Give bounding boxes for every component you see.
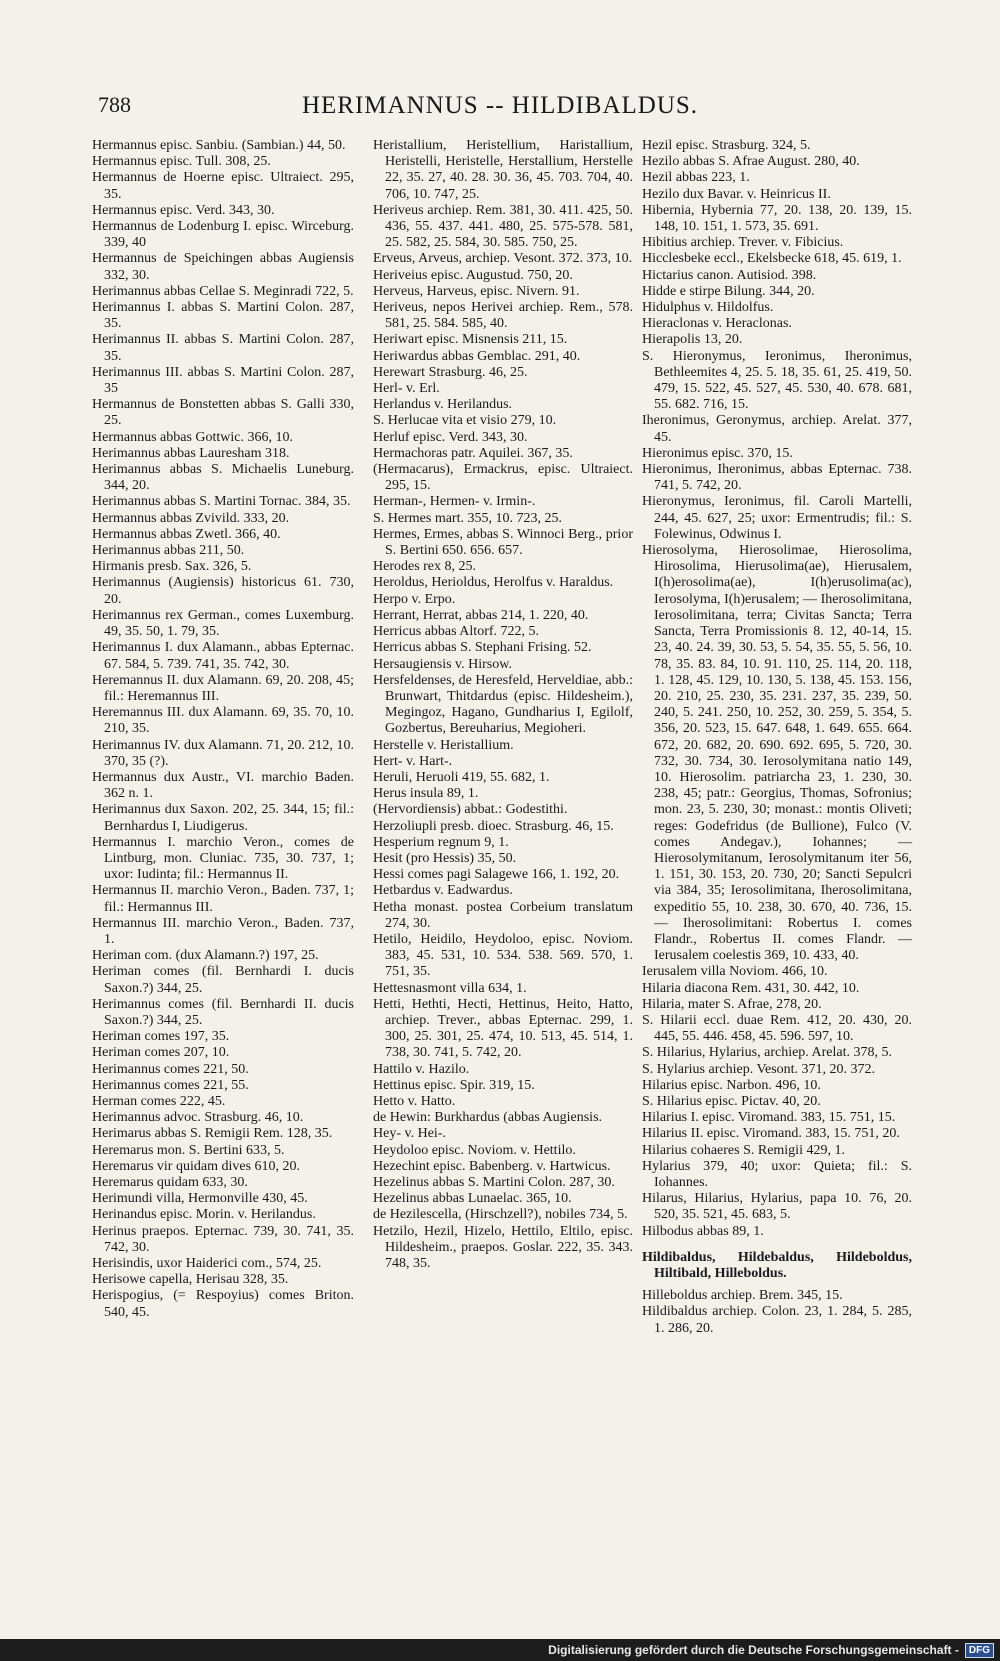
- index-entry: Herewart Strasburg. 46, 25.: [373, 364, 528, 380]
- index-entry: Herimannus II. abbas S. Martini Colon. 287, 35.: [92, 332, 354, 364]
- footer-text: Digitalisierung gefördert durch die Deutsche Forschungsgemeinschaft -: [548, 1643, 959, 1657]
- index-entry: Hermes, Ermes, abbas S. Winnoci Berg., prior S. Bertini 650. 656. 657.: [373, 526, 633, 559]
- index-entry: Herimundi villa, Hermonville 430, 45.: [92, 1191, 308, 1207]
- index-entry: S. Hermes mart. 355, 10. 723, 25.: [373, 510, 562, 526]
- index-entry: de Hezilescella, (Hirschzell?), nobiles 734, 5.: [373, 1207, 628, 1223]
- index-entry: Herinandus episc. Morin. v. Herilandus.: [92, 1207, 316, 1223]
- index-entry: Hesperium regnum 9, 1.: [373, 834, 509, 850]
- index-entry: Hermannus abbas Gottwic. 366, 10.: [92, 429, 294, 445]
- index-entry: Hilarus, Hilarius, Hylarius, papa 10. 76, 20. 520, 35. 521, 45. 683, 5.: [642, 1191, 912, 1223]
- index-entry: Hert- v. Hart-.: [373, 753, 453, 769]
- digitization-footer: [0, 1639, 1000, 1661]
- index-entry: Hezil abbas 223, 1.: [642, 170, 750, 186]
- index-entry: Hezelinus abbas Lunaelac. 365, 10.: [373, 1191, 572, 1207]
- index-entry: Erveus, Arveus, archiep. Vesont. 372. 373, 10.: [373, 251, 633, 267]
- index-entry: Iheronimus, Geronymus, archiep. Arelat. 377, 45.: [642, 413, 912, 445]
- index-entry: Hermannus de Hoerne episc. Ultraiect. 295, 35.: [92, 170, 354, 202]
- index-entry: Hezilo dux Bavar. v. Heinricus II.: [642, 186, 831, 202]
- index-entry: Heremannus II. dux Alamann. 69, 20. 208, 45; fil.: Heremannus III.: [92, 672, 354, 704]
- index-entry: Hieronymus, Ieronimus, fil. Caroli Martelli, 244, 45. 627, 25; uxor: Ermentrudis; fil.: S. Folewinus, Odwinus I.: [642, 494, 912, 542]
- index-entry: Heriveus archiep. Rem. 381, 30. 411. 425, 50. 436, 55. 437. 441. 480, 25. 575-578. 581, 25. 582, 25. 584, 30. 585. 750, 25.: [373, 202, 633, 251]
- index-entry: Heriman comes (fil. Bernhardi I. ducis Saxon.?) 344, 25.: [92, 964, 354, 996]
- index-entry: Herimannus IV. dux Alamann. 71, 20. 212, 10. 370, 35 (?).: [92, 737, 354, 769]
- index-entry: Heydoloo episc. Noviom. v. Hettilo.: [373, 1142, 576, 1158]
- index-entry: Herstelle v. Heristallium.: [373, 737, 514, 753]
- index-entry: Heremannus III. dux Alamann. 69, 35. 70, 10. 210, 35.: [92, 705, 354, 737]
- index-entry: S. Hilarius, Hylarius, archiep. Arelat. 378, 5.: [642, 1045, 893, 1061]
- index-entry: Heriman comes 197, 35.: [92, 1029, 230, 1045]
- index-entry: Hilleboldus archiep. Brem. 345, 15.: [642, 1288, 843, 1304]
- index-entry: Herveus, Harveus, episc. Nivern. 91.: [373, 283, 580, 299]
- index-entry: Hieronimus, Iheronimus, abbas Epternac. 738. 741, 5. 742, 20.: [642, 462, 912, 494]
- index-entry: Herimannus advoc. Strasburg. 46, 10.: [92, 1110, 304, 1126]
- index-entry: Hessi comes pagi Salagewe 166, 1. 192, 20.: [373, 867, 620, 883]
- index-entry: Hilaria, mater S. Afrae, 278, 20.: [642, 996, 822, 1012]
- index-entry: Heristallium, Heristellium, Haristallium, Heristelli, Heristelle, Herstallium, Herstelle 22, 35. 27, 40. 28. 30. 36, 45. 703. 704, 40. 706, 10. 747, 25.: [373, 138, 633, 202]
- index-entry: Hilaria diacona Rem. 431, 30. 442, 10.: [642, 980, 860, 996]
- index-entry: Hildibaldus archiep. Colon. 23, 1. 284, 5. 285, 1. 286, 20.: [642, 1304, 912, 1336]
- index-entry: Hermannus dux Austr., VI. marchio Baden. 362 n. 1.: [92, 769, 354, 802]
- index-entry: Hictarius canon. Autisiod. 398.: [642, 267, 817, 283]
- index-entry: Hylarius 379, 40; uxor: Quieta; fil.: S. Iohannes.: [642, 1158, 912, 1190]
- index-entry: Heremarus quidam 633, 30.: [92, 1175, 248, 1190]
- index-entry: Hetbardus v. Eadwardus.: [373, 883, 513, 899]
- index-entry: Hidulphus v. Hildolfus.: [642, 300, 774, 316]
- index-entry: Herrant, Herrat, abbas 214, 1. 220, 40.: [373, 607, 589, 623]
- index-entry: Herimannus III. abbas S. Martini Colon. 287, 35: [92, 364, 354, 397]
- index-entry: Herricus abbas Altorf. 722, 5.: [373, 624, 540, 640]
- index-entry: Hezil episc. Strasburg. 324, 5.: [642, 138, 811, 153]
- index-entry: Herimannus abbas S. Martini Tornac. 384, 35.: [92, 494, 351, 510]
- index-entry: Heroldus, Herioldus, Herolfus v. Haraldus.: [373, 575, 614, 591]
- index-entry: Herlandus v. Herilandus.: [373, 397, 513, 413]
- index-entry: Hermannus episc. Tull. 308, 25.: [92, 154, 271, 170]
- dfg-logo: DFG: [965, 1643, 994, 1658]
- index-entry: Hicclesbeke eccl., Ekelsbecke 618, 45. 619, 1.: [642, 251, 902, 267]
- index-entry: Hierosolyma, Hierosolimae, Hierosolima, Hirosolima, Hierusolima(ae), Hierusalem, I(h)erosolima(ae), I(h)erusolima(ac), Ierosolyma, I(h)erusalem; — Iherosolimitana, Ierosolimitana, terra; Civitas Sancta; Terra Sancta, Terra Promissionis 8. 12, 40-14, 15. 23, 40. 24. 39, 30. 53, 5. 54, 35. 55, 5. 56, 10. 78, 35. 83. 84, 10. 91. 110, 25. 114, 20. 118, 1. 128, 45. 129, 10. 130, 5. 138, 45. 153. 156, 20. 210, 25. 230, 35. 231. 237, 35. 239, 50. 240, 5. 241. 250, 10. 252, 30. 259, 5. 354, 5. 356, 20. 523, 15. 647. 648, 1. 649. 655. 664. 672, 20. 682, 20. 690. 692. 695, 5. 720, 30. 732, 30. 734, 30. Ierosolymitana natio 149, 10. Hierosolim. patriarcha 23, 1. 230, 30. 238, 45; patr.: Georgius, Thomas, Sofronius; mon. 23, 5. 230, 30; monast.: montis Oliveti; reges: Godefridus (de Bullione), Fulco (V. comes Andegav.), Iohannes; — Hierosolymitanum, Ierosolymitanum iter 56, 1. 151, 30. 153, 20. 730, 20; Sancti Sepulcri via 384, 35; Ierosolimitana, Iherosolimitana, expeditio 55, 10. 238, 30. 670, 40. 736, 15. — Iherosolimitani: Robertus I. comes Flandr., Robertus II. comes Flandr. — Ierusalem coelestis 369, 10. 433, 40.: [642, 543, 912, 964]
- index-entry: Herimannus dux Saxon. 202, 25. 344, 15; fil.: Bernhardus I, Liudigerus.: [92, 802, 354, 834]
- index-entry: Hermannus de Lodenburg I. episc. Wirceburg. 339, 40: [92, 219, 354, 251]
- page-number: 788: [98, 92, 131, 117]
- index-entry: Herisowe capella, Herisau 328, 35.: [92, 1272, 289, 1288]
- index-entry: Herimannus abbas 211, 50.: [92, 543, 245, 559]
- index-entry: S. Hylarius archiep. Vesont. 371, 20. 372.: [642, 1061, 876, 1077]
- index-entry: Herimannus comes 221, 55.: [92, 1077, 249, 1093]
- index-entry: Hermannus de Speichingen abbas Augiensis 332, 30.: [92, 251, 354, 283]
- index-entry: Hilarius cohaeres S. Remigii 429, 1.: [642, 1142, 845, 1158]
- index-entry: Herluf episc. Verd. 343, 30.: [373, 429, 528, 445]
- index-entry: Herzoliupli presb. dioec. Strasburg. 46, 15.: [373, 818, 614, 834]
- index-entry: Herimarus abbas S. Remigii Rem. 128, 35.: [92, 1126, 333, 1142]
- index-entry: Heremarus vir quidam dives 610, 20.: [92, 1158, 301, 1174]
- index-entry: Hetilo, Heidilo, Heydoloo, episc. Noviom. 383, 45. 531, 10. 534. 538. 569. 570, 1. 751, 35.: [373, 931, 633, 980]
- index-entry: Herimannus I. abbas S. Martini Colon. 287, 35.: [92, 300, 354, 332]
- index-entry: Hetti, Hethti, Hecti, Hettinus, Heito, Hatto, archiep. Trever., abbas Epternac. 299, 1. 300, 25. 301, 25. 474, 10. 513, 45. 514, 1. 738, 30. 741, 5. 742, 20.: [373, 996, 633, 1061]
- index-entry: Herman-, Hermen- v. Irmin-.: [373, 494, 536, 510]
- index-entry: Hibitius archiep. Trever. v. Fibicius.: [642, 235, 844, 251]
- index-entry: Hersfeldenses, de Heresfeld, Herveldiae, abb.: Brunwart, Thitdardus (episc. Hildesheim.), Megingoz, Hagano, Gundharius I, Egilolf, Gozbertus, Bereuharius, Megioheri.: [373, 672, 633, 737]
- index-entry: Herisindis, uxor Haiderici com., 574, 25.: [92, 1256, 322, 1272]
- index-entry: S. Hilarii eccl. duae Rem. 412, 20. 430, 20. 445, 55. 446. 458, 45. 596. 597, 10.: [642, 1012, 912, 1045]
- index-column-2: [373, 138, 633, 1272]
- index-entry: (Hermacarus), Ermackrus, episc. Ultraiect. 295, 15.: [373, 462, 633, 494]
- index-entry: Hilbodus abbas 89, 1.: [642, 1223, 764, 1239]
- index-entry: Heriveius episc. Augustud. 750, 20.: [373, 267, 573, 283]
- running-head: HERIMANNUS -- HILDIBALDUS.: [301, 92, 699, 119]
- index-entry: Hezilo abbas S. Afrae August. 280, 40.: [642, 154, 860, 170]
- index-entry: Hidde e stirpe Bilung. 344, 20.: [642, 283, 815, 299]
- index-entry: Hermannus III. marchio Veron., Baden. 737, 1.: [92, 915, 354, 947]
- index-entry: Heriman comes 207, 10.: [92, 1045, 230, 1061]
- index-entry: S. Herlucae vita et visio 279, 10.: [373, 413, 557, 429]
- index-entry: Herimannus comes (fil. Bernhardi II. ducis Saxon.?) 344, 25.: [92, 996, 354, 1028]
- index-column-3: [642, 138, 912, 1337]
- section-heading: Hildibaldus, Hildebaldus, Hildeboldus, Hiltibald, Hilleboldus.: [642, 1249, 912, 1282]
- index-entry: Heriwardus abbas Gemblac. 291, 40.: [373, 348, 581, 364]
- index-entry: Hierapolis 13, 20.: [642, 332, 743, 348]
- index-entry: Hermannus abbas Zvivild. 333, 20.: [92, 510, 290, 526]
- index-entry: Hermachoras patr. Aquilei. 367, 35.: [373, 445, 573, 461]
- index-entry: Hermannus de Bonstetten abbas S. Galli 330, 25.: [92, 397, 354, 429]
- index-entry: Ierusalem villa Noviom. 466, 10.: [642, 964, 828, 980]
- index-entry: Hermannus II. marchio Veron., Baden. 737, 1; fil.: Hermannus III.: [92, 883, 354, 915]
- index-entry: Heriveus, nepos Herivei archiep. Rem., 578. 581, 25. 584. 585, 40.: [373, 300, 633, 332]
- index-entry: Herimannus comes 221, 50.: [92, 1061, 249, 1077]
- index-entry: Hetha monast. postea Corbeium translatum 274, 30.: [373, 899, 633, 931]
- index-entry: Hermannus I. marchio Veron., comes de Lintburg, mon. Cluniac. 735, 30. 737, 1; uxor: Iudinta; fil.: Hermannus II.: [92, 834, 354, 883]
- index-entry: Hilarius episc. Narbon. 496, 10.: [642, 1077, 821, 1093]
- index-entry: Herinus praepos. Epternac. 739, 30. 741, 35. 742, 30.: [92, 1223, 354, 1255]
- index-entry: Herpo v. Erpo.: [373, 591, 456, 607]
- index-entry: Hibernia, Hybernia 77, 20. 138, 20. 139, 15. 148, 10. 151, 1. 573, 35. 691.: [642, 202, 912, 235]
- index-entry: Herman comes 222, 45.: [92, 1093, 226, 1109]
- index-entry: Hermannus episc. Verd. 343, 30.: [92, 202, 275, 218]
- index-entry: Heruli, Heruoli 419, 55. 682, 1.: [373, 769, 550, 785]
- index-entry: Hersaugiensis v. Hirsow.: [373, 656, 512, 672]
- index-entry: Hesit (pro Hessis) 35, 50.: [373, 850, 517, 866]
- index-entry: Hilarius II. episc. Viromand. 383, 15. 751, 20.: [642, 1126, 900, 1142]
- index-entry: Herimannus abbas Cellae S. Meginradi 722, 5.: [92, 283, 354, 299]
- index-entry: Hattilo v. Hazilo.: [373, 1061, 470, 1077]
- index-entry: Herodes rex 8, 25.: [373, 559, 477, 575]
- index-entry: Herimannus abbas Lauresham 318.: [92, 445, 290, 461]
- index-entry: Herricus abbas S. Stephani Frising. 52.: [373, 640, 592, 656]
- index-entry: Hieraclonas v. Heraclonas.: [642, 316, 792, 332]
- index-entry: Hetzilo, Hezil, Hizelo, Hettilo, Eltilo, episc. Hildesheim., praepos. Goslar. 222, 35. 343. 748, 35.: [373, 1223, 633, 1272]
- index-entry: Heriman com. (dux Alamann.?) 197, 25.: [92, 948, 319, 964]
- index-entry: (Hervordiensis) abbat.: Godestithi.: [373, 802, 568, 818]
- index-entry: Herl- v. Erl.: [373, 381, 440, 397]
- index-entry: Hermannus episc. Sanbiu. (Sambian.) 44, 50.: [92, 138, 346, 153]
- index-entry: Hermannus abbas Zwetl. 366, 40.: [92, 526, 281, 542]
- index-entry: S. Hieronymus, Ieronimus, Iheronimus, Bethleemites 4, 25. 5. 18, 35. 61, 25. 419, 50. 479, 15. 522, 45. 527, 45. 530, 40. 678. 681, 55. 682. 716, 15.: [642, 348, 912, 413]
- index-entry: Hezechint episc. Babenberg. v. Hartwicus.: [373, 1158, 611, 1174]
- index-entry: Hetto v. Hatto.: [373, 1093, 456, 1109]
- index-entry: Hirmanis presb. Sax. 326, 5.: [92, 559, 252, 575]
- index-entry: Heremarus mon. S. Bertini 633, 5.: [92, 1142, 285, 1158]
- index-entry: Hilarius I. episc. Viromand. 383, 15. 751, 15.: [642, 1110, 896, 1126]
- index-entry: Herimannus (Augiensis) historicus 61. 730, 20.: [92, 575, 354, 607]
- index-entry: Herus insula 89, 1.: [373, 786, 479, 802]
- index-entry: Hieronimus episc. 370, 15.: [642, 445, 793, 461]
- index-entry: S. Hilarius episc. Pictav. 40, 20.: [642, 1093, 821, 1109]
- index-entry: Hey- v. Hei-.: [373, 1126, 446, 1142]
- index-entry: Hezelinus abbas S. Martini Colon. 287, 30.: [373, 1175, 615, 1190]
- index-entry: Hettinus episc. Spir. 319, 15.: [373, 1077, 535, 1093]
- index-column-1: [92, 138, 354, 1321]
- index-entry: Hettesnasmont villa 634, 1.: [373, 980, 527, 996]
- index-entry: Herimannus rex German., comes Luxemburg. 49, 35. 50, 1. 79, 35.: [92, 607, 354, 640]
- index-entry: Herimannus I. dux Alamann., abbas Epternac. 67. 584, 5. 739. 741, 35. 742, 30.: [92, 640, 354, 672]
- index-entry: Herispogius, (= Respoyius) comes Briton. 540, 45.: [92, 1288, 354, 1320]
- index-entry: de Hewin: Burkhardus (abbas Augiensis.: [373, 1110, 603, 1126]
- index-entry: Herimannus abbas S. Michaelis Luneburg. 344, 20.: [92, 462, 354, 494]
- index-entry: Heriwart episc. Misnensis 211, 15.: [373, 332, 568, 348]
